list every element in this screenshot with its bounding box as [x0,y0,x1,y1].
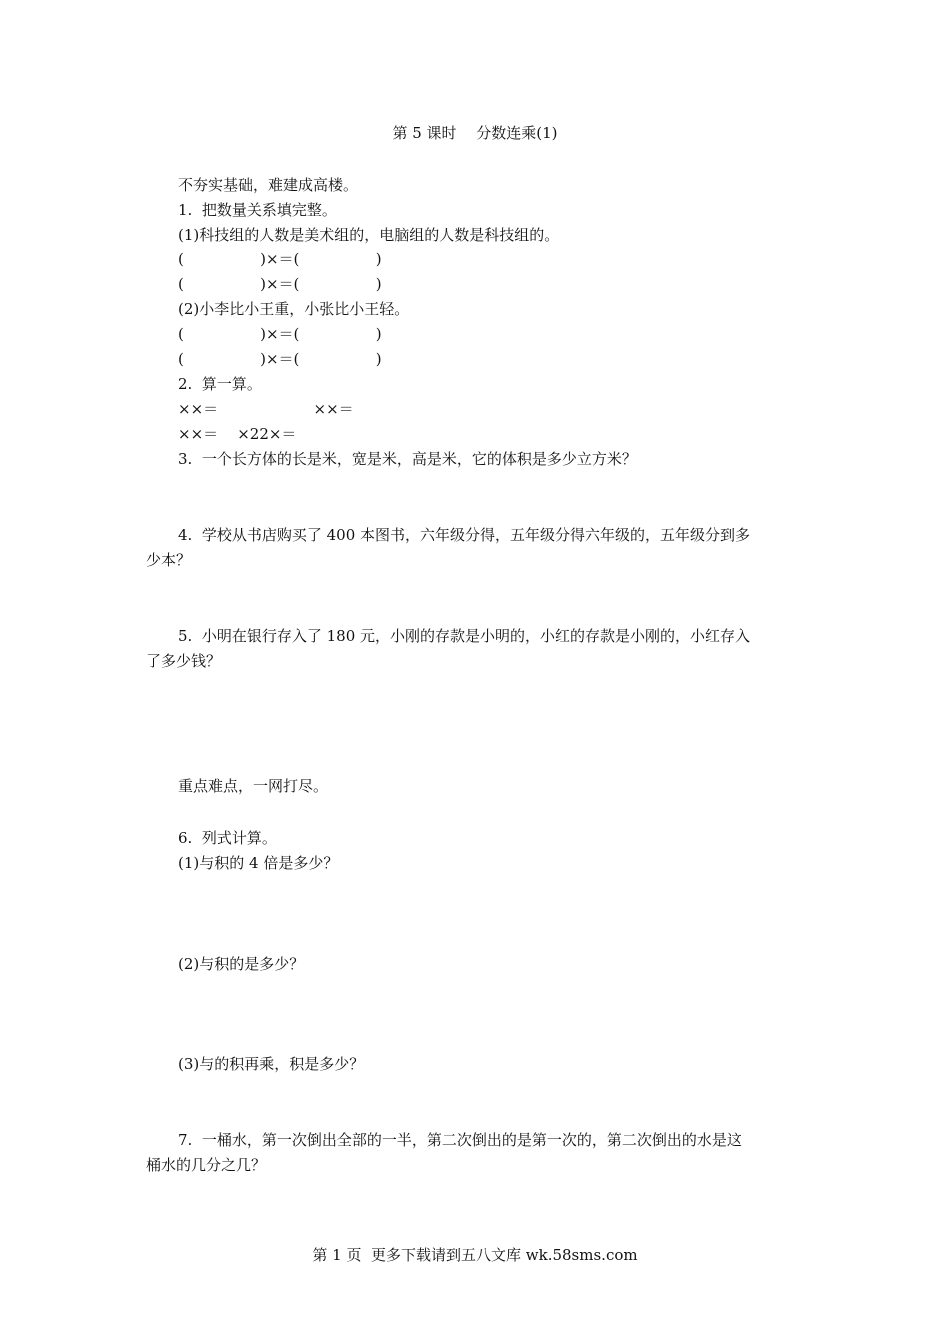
question-2-stem: 2. 算一算。 [178,375,262,393]
page-footer: 第 1 页 更多下载请到五八文库 wk.58sms.com [312,1246,638,1264]
question-4-line-1: 4. 学校从书店购买了 400 本图书，六年级分得，五年级分得六年级的，五年级分到多 [178,526,751,544]
section-heading-basics: 不夯实基础，难建成高楼。 [178,176,359,194]
question-3: 3. 一个长方体的长是米，宽是米，高是米，它的体积是多少立方米？ [178,450,637,468]
question-1-part-1: (1)科技组的人数是美术组的，电脑组的人数是科技组的。 [178,226,560,244]
section-heading-key-points: 重点难点，一网打尽。 [178,777,329,795]
question-1-part-2-blank-1: ( )×＝( ) [178,325,382,343]
question-4-line-2: 少本？ [146,551,192,569]
question-1-part-1-blank-2: ( )×＝( ) [178,275,382,293]
question-1-part-2: (2)小李比小王重，小张比小王轻。 [178,300,410,318]
question-6-stem: 6. 列式计算。 [178,829,277,847]
question-1-part-2-blank-2: ( )×＝( ) [178,350,382,368]
question-6-part-3: (3)与的积再乘，积是多少？ [178,1055,365,1073]
question-7-line-1: 7. 一桶水，第一次倒出全部的一半，第二次倒出的是第一次的，第二次倒出的水是这 [178,1131,742,1149]
question-5-line-2: 了多少钱？ [146,652,222,670]
question-6-part-2: (2)与积的是多少？ [178,955,305,973]
question-2-row-2: ××＝ ×22×＝ [178,425,297,443]
question-1-stem: 1. 把数量关系填完整。 [178,201,337,219]
page-title: 第 5 课时 分数连乘(1) [392,124,558,142]
question-5-line-1: 5. 小明在银行存入了 180 元，小刚的存款是小明的，小红的存款是小刚的，小红存入 [178,627,751,645]
question-7-line-2: 桶水的几分之几？ [146,1156,267,1174]
question-2-row-1: ××＝ ××＝ [178,400,354,418]
question-6-part-1: (1)与积的 4 倍是多少？ [178,854,339,872]
question-1-part-1-blank-1: ( )×＝( ) [178,250,382,268]
